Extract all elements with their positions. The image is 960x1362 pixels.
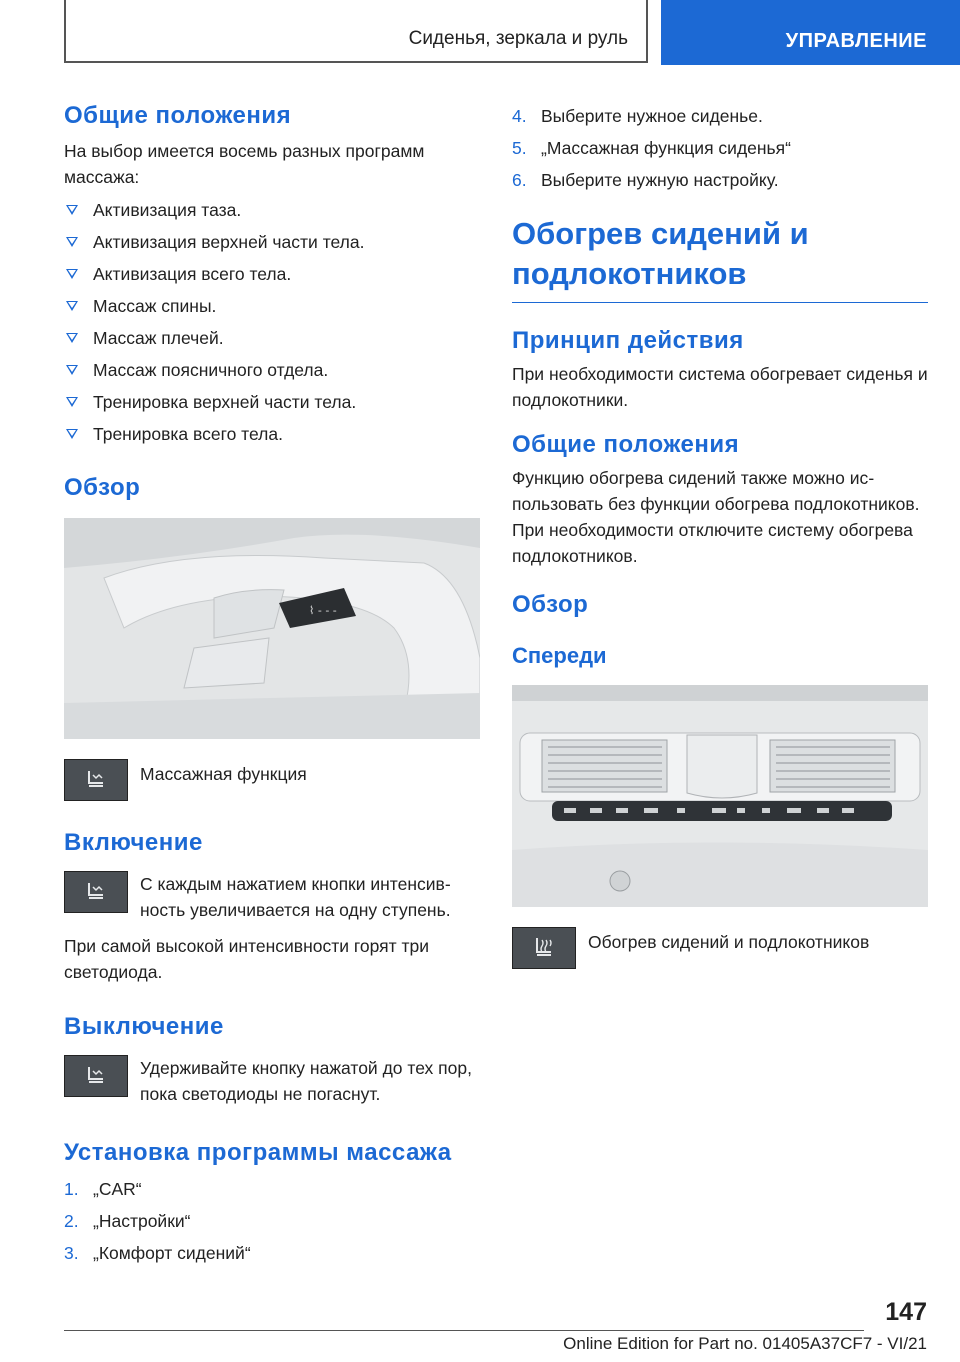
off-heading: Выключение — [64, 1013, 224, 1040]
principle-heading: Принцип действия — [512, 327, 744, 354]
bullet-triangle-icon — [66, 333, 78, 343]
list-item: 5. „Массажная функция сиденья“ — [512, 138, 791, 158]
dashboard-photo — [512, 685, 928, 907]
page-number: 147 — [885, 1298, 927, 1326]
list-item: Массаж поясничного отдела. — [64, 354, 480, 386]
bullet-triangle-icon — [66, 429, 78, 439]
on-row — [64, 871, 480, 923]
general-heading: Общие положения — [64, 102, 292, 129]
list-item: Активизация верхней части тела. — [64, 226, 480, 258]
heating-caption-row — [512, 927, 928, 969]
setup-steps-continued — [512, 100, 928, 196]
list-item: Массаж плечей. — [64, 322, 480, 354]
heading-rule — [512, 302, 928, 303]
door-panel-illustration — [64, 518, 480, 739]
bullet-triangle-icon — [66, 205, 78, 215]
off-row — [64, 1055, 480, 1107]
principle-text: При необходимости система обогревает сиденья и подлокотники. — [512, 364, 928, 410]
front-heading: Спереди — [512, 643, 607, 668]
footer-rule — [64, 1330, 864, 1331]
list-item: Тренировка всего тела. — [64, 418, 480, 450]
massage-button-icon — [64, 871, 128, 913]
section-title: Сиденья, зеркала и руль — [408, 28, 628, 49]
general-text: На выбор имеется восемь разных программ массажа: — [64, 141, 425, 187]
list-item: Активизация таза. — [64, 194, 480, 226]
bullet-triangle-icon — [66, 365, 78, 375]
heating-caption: Обогрев сидений и подлокотников — [588, 932, 870, 952]
massage-button-icon — [64, 1055, 128, 1097]
massage-caption: Массажная функция — [140, 764, 307, 784]
heating-heading: Обогрев сидений и подлокотников — [512, 216, 809, 291]
dashboard-illustration — [512, 685, 928, 907]
program-list — [64, 194, 480, 450]
header-box — [64, 0, 648, 63]
off-text: Удерживайте кнопку нажатой до тех пор, пока светодиоды не погаснут. — [140, 1058, 472, 1104]
list-item: 6. Выберите нужную настройку. — [512, 170, 779, 190]
bullet-triangle-icon — [66, 301, 78, 311]
massage-caption-row — [64, 759, 480, 801]
left-column — [64, 100, 480, 1269]
chapter-label: УПРАВЛЕНИЕ — [785, 30, 927, 52]
overview-heading: Обзор — [64, 474, 141, 501]
overview-heading-right: Обзор — [512, 591, 589, 618]
right-column — [512, 100, 928, 969]
list-item: 4. Выберите нужное сиденье. — [512, 106, 763, 126]
chapter-tab[interactable] — [661, 0, 960, 65]
setup-heading: Установка программы массажа — [64, 1139, 452, 1166]
on-heading: Включение — [64, 829, 203, 856]
general-text-right: Функцию обогрева сидений также можно использовать без функции обогрева подлокотников. При необходимости отключите систему обогрева подлокотников. — [512, 468, 920, 566]
svg-text:⌇ - - -: ⌇ - - - — [309, 604, 337, 617]
on-text-2: При самой высокой интенсивности горят три светодиода. — [64, 936, 430, 982]
list-item: 2. „Настройки“ — [64, 1211, 191, 1231]
list-item: 3. „Комфорт сидений“ — [64, 1243, 251, 1263]
list-item: Активизация всего тела. — [64, 258, 480, 290]
setup-steps — [64, 1173, 480, 1269]
list-item: 1. „CAR“ — [64, 1179, 142, 1199]
massage-button-icon — [64, 759, 128, 801]
bullet-triangle-icon — [66, 397, 78, 407]
list-item: Массаж спины. — [64, 290, 480, 322]
edition-footer: Online Edition for Part no. 01405A37CF7 - VI/21 — [563, 1334, 927, 1353]
bullet-triangle-icon — [66, 269, 78, 279]
massage-button-photo — [64, 518, 480, 739]
seat-heating-button-icon — [512, 927, 576, 969]
bullet-triangle-icon — [66, 237, 78, 247]
list-item: Тренировка верхней части тела. — [64, 386, 480, 418]
on-text: С каждым нажатием кнопки интенсивность увеличивается на одну ступень. — [140, 874, 451, 920]
general-heading-right: Общие положения — [512, 431, 740, 458]
